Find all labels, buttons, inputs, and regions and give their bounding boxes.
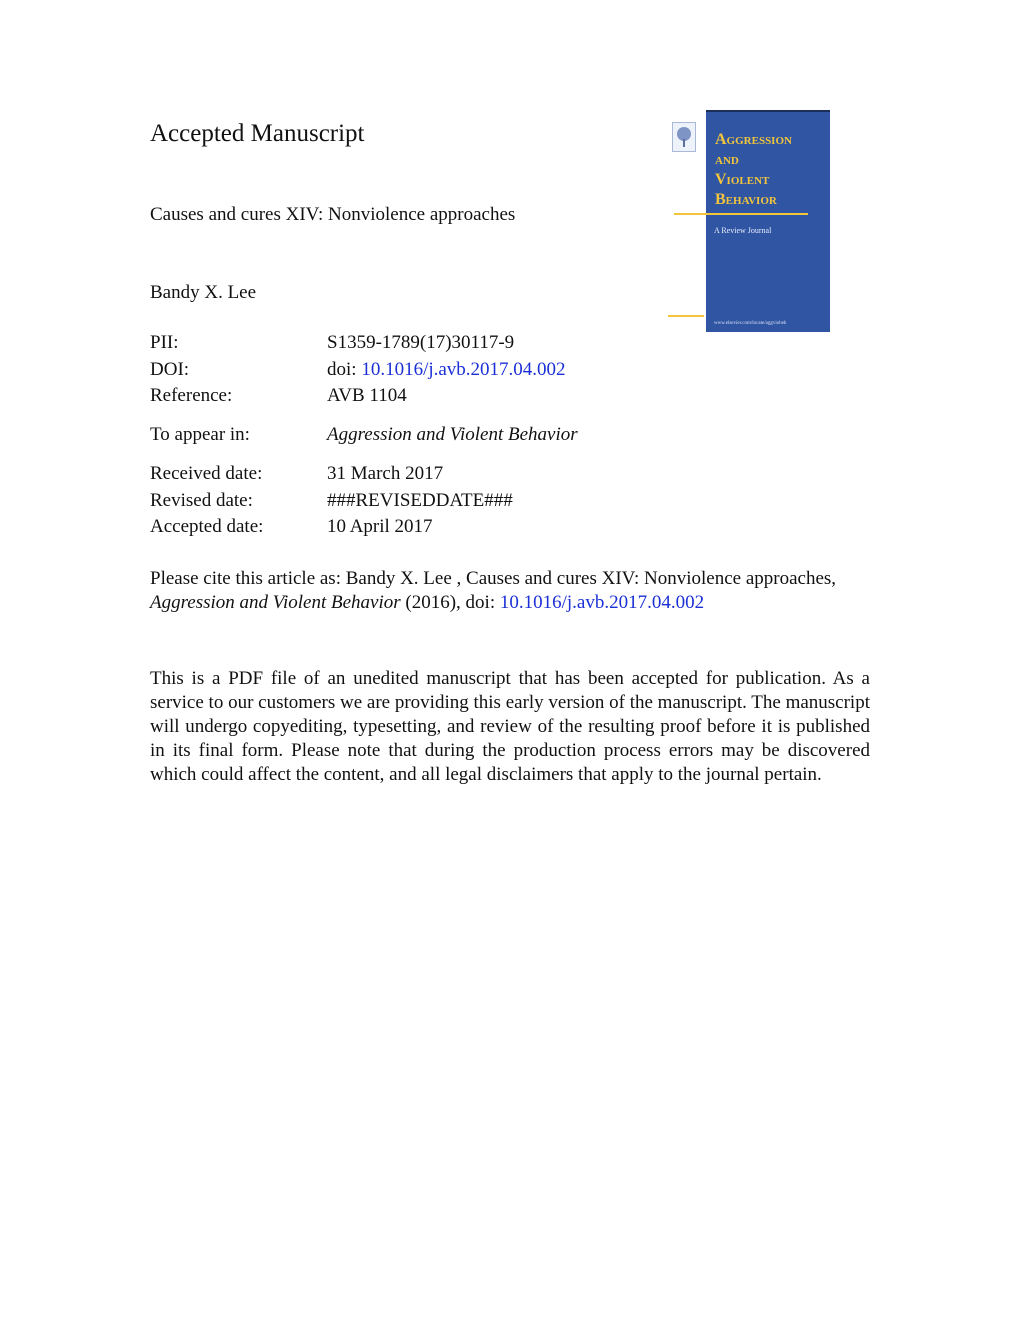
citation-doi-link[interactable]: 10.1016/j.avb.2017.04.002 xyxy=(499,592,705,613)
cover-journal-title: Aggression and Violent Behavior xyxy=(715,131,792,208)
cover-left-strip xyxy=(664,110,706,332)
cover-rule-bottom xyxy=(668,315,704,317)
cover-panel xyxy=(706,110,830,332)
cover-subtitle: A Review Journal xyxy=(714,226,772,235)
tree-trunk xyxy=(683,139,685,147)
citation-year-doi: (2016), doi: xyxy=(400,592,500,613)
elsevier-logo-icon xyxy=(672,122,696,152)
page-heading: Accepted Manuscript xyxy=(150,120,365,147)
appear-value: Aggression and Violent Behavior xyxy=(327,424,578,445)
reference-value: AVB 1104 xyxy=(327,385,407,406)
journal-cover xyxy=(664,110,832,332)
doi-link[interactable]: 10.1016/j.avb.2017.04.002 xyxy=(361,359,566,380)
received-value: 31 March 2017 xyxy=(327,463,444,484)
cover-footer-url: www.elsevier.com/locate/aggviobeh xyxy=(714,321,787,326)
reference-label: Reference: xyxy=(150,385,233,406)
revised-label: Revised date: xyxy=(150,490,253,511)
citation-block xyxy=(150,567,870,615)
appear-label: To appear in: xyxy=(150,424,250,445)
cover-rule-top xyxy=(674,213,808,215)
doi-value xyxy=(327,358,566,382)
disclaimer-paragraph: This is a PDF file of an unedited manuscript that has been accepted for publication. As a service to our customers we are providing this early version of the manuscript. The manuscript will undergo copyediting, typesetting, and review of the resulting proof before it is published in its final form. Please note that during the production process errors may be discovered which could affect the content, and all legal disclaimers that apply to the journal pertain. xyxy=(150,668,870,785)
citation-line-2 xyxy=(150,591,870,615)
article-author: Bandy X. Lee xyxy=(150,282,257,303)
received-label: Received date: xyxy=(150,463,263,484)
doi-prefix: doi: xyxy=(327,359,362,380)
article-title: Causes and cures XIV: Nonviolence approaches xyxy=(150,204,516,225)
pii-label: PII: xyxy=(150,332,179,353)
revised-value: ###REVISEDDATE### xyxy=(327,490,513,511)
pii-value: S1359-1789(17)30117-9 xyxy=(327,332,515,353)
accepted-value: 10 April 2017 xyxy=(327,516,433,537)
doi-label: DOI: xyxy=(150,359,190,380)
citation-journal: Aggression and Violent Behavior xyxy=(150,592,401,613)
citation-line-1: Please cite this article as: Bandy X. Lee , Causes and cures XIV: Nonviolence approaches, xyxy=(150,568,837,589)
accepted-label: Accepted date: xyxy=(150,516,264,537)
